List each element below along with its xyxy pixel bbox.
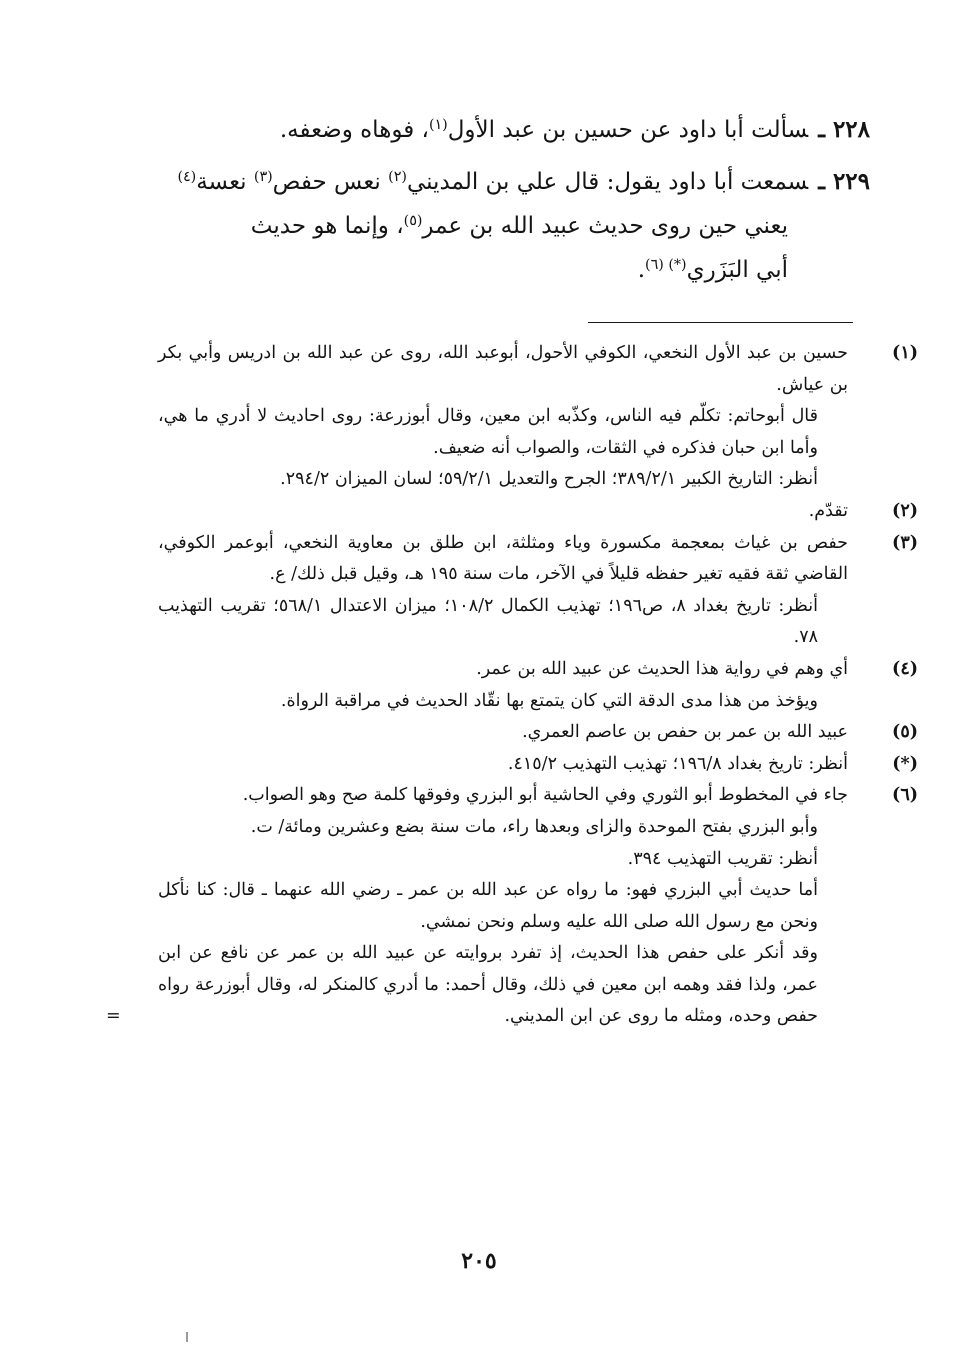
footnote-paragraph: قال أبوحاتم: تكلّم فيه الناس، وكذّبه ابن معين، وقال أبوزرعة: روى احاديث لا أدري ما هي، وأما ابن حبان فذكره في الثقات، والصواب أنه ضعيف. bbox=[158, 406, 818, 458]
footnote-paragraph: وقد أنكر على حفص هذا الحديث، إذ تفرد بروايته عن عبيد الله بن عمر عن نافع عن ابن عمر، ولذا فقد وهمه ابن معين في ذلك، وقال أحمد: ما أدري كالمنكر له، وقال أبوزرعة رواه حفص وحده، ومثله ما روى عن ابن المديني. bbox=[158, 943, 818, 1027]
footnote-1 bbox=[158, 338, 918, 496]
footnote-4 bbox=[158, 654, 918, 717]
footnote-mark: (١) bbox=[892, 343, 918, 363]
entry-text: سمعت أبا داود يقول: قال علي بن المديني bbox=[406, 169, 809, 195]
footnote-ref[interactable]: (٢) bbox=[388, 169, 407, 186]
footnote-paragraph: أنظر: تقريب التهذيب ٣٩٤. bbox=[627, 848, 818, 869]
page-number: ٢٠٥ bbox=[461, 1248, 497, 1274]
entry-text: نعسة bbox=[196, 169, 254, 195]
entry-number: ٢٢٨ ـ bbox=[818, 116, 870, 143]
footnote-paragraph: حفص بن غياث بمعجمة مكسورة وياء ومثلثة، ابن طلق بن معاوية النخعي، أبوعمر الكوفي، القاضي ثقة فقيه تغير حفظه قليلاً في الآخر، مات سنة ١٩٥ هـ، وقيل قبل ذلك/ ع. bbox=[158, 532, 848, 585]
footnote-5 bbox=[158, 717, 918, 749]
footnote-paragraph: جاء في المخطوط أبو الثوري وفي الحاشية أبو البزري وفوقها كلمة صح وهو الصواب. bbox=[242, 785, 848, 806]
entry-number: ٢٢٩ ـ bbox=[818, 168, 870, 195]
footnote-6 bbox=[106, 780, 918, 1033]
footnote-paragraph: أنظر: تاريخ بغداد ٨، ص١٩٦؛ تهذيب الكمال ١٠٨/٢؛ ميزان الاعتدال ٥٦٨/١؛ تقريب التهذيب ٧٨. bbox=[158, 595, 819, 648]
entry-text: ، وإنما هو حديث bbox=[250, 213, 404, 239]
footnote-paragraph: أما حديث أبي البزري فهو: ما رواه عن عبد الله بن عمر ـ رضي الله عنهما ـ قال: كنا نأكل ونحن مع رسول الله صلى الله عليه وسلم ونحن نمشي. bbox=[158, 880, 818, 932]
footnote-ref[interactable]: (*) (٦) bbox=[645, 257, 687, 274]
footnote-ref[interactable]: (٤) bbox=[177, 169, 197, 186]
footnote-mark: (*) bbox=[892, 753, 918, 774]
entry-text: سألت أبا داود عن حسين بن عبد الأول bbox=[447, 117, 809, 143]
footnote-paragraph: أنظر: تاريخ بغداد ١٩٦/٨؛ تهذيب التهذيب ٤١٥/٢. bbox=[507, 753, 848, 774]
continuation-mark: = bbox=[106, 1006, 121, 1027]
scan-speck bbox=[186, 1332, 188, 1342]
footnote-paragraph: أي وهم في رواية هذا الحديث عن عبيد الله بن عمر. bbox=[476, 658, 848, 679]
footnote-paragraph: تقدّم. bbox=[808, 500, 848, 521]
entry-text: . bbox=[637, 257, 646, 283]
footnote-paragraph: أنظر: التاريخ الكبير ٣٨٩/٢/١؛ الجرح والتعديل ٥٩/٢/١؛ لسان الميزان ٢٩٤/٢. bbox=[280, 469, 818, 490]
entry-text: نعس حفص bbox=[272, 169, 389, 195]
footnote-paragraph: وأبو البزري بفتح الموحدة والزاى وبعدها راء، مات سنة بضع وعشرين ومائة/ ت. bbox=[250, 816, 818, 837]
footnotes bbox=[106, 338, 918, 1033]
footnote-mark: (٤) bbox=[892, 658, 918, 679]
footnote-ref[interactable]: (٣) bbox=[253, 169, 273, 186]
entry-229-line-2 bbox=[170, 204, 870, 248]
entry-text: أبي البَزَري bbox=[686, 257, 788, 283]
footnote-2 bbox=[158, 496, 918, 528]
footnote-paragraph: ويؤخذ من هذا مدى الدقة التي كان يتمتع بها نقّاد الحديث في مراقبة الرواة. bbox=[280, 690, 818, 711]
footnote-paragraph: حسين بن عبد الأول النخعي، الكوفي الأحول، أبوعبد الله، روى عن عبد الله بن ادريس وأبي بكر بن عياش. bbox=[158, 343, 848, 395]
entry-229-line-1 bbox=[170, 160, 870, 204]
entry-text: يعني حين روى حديث عبيد الله بن عمر bbox=[422, 213, 788, 239]
footnote-mark: (٦) bbox=[892, 785, 918, 806]
entry-229-line-3 bbox=[170, 248, 870, 292]
footnote-mark: (٥) bbox=[892, 722, 918, 743]
footnote-star bbox=[158, 749, 918, 781]
footnote-3 bbox=[158, 528, 918, 654]
footnote-ref[interactable]: (١) bbox=[428, 117, 448, 134]
entry-229 bbox=[170, 160, 870, 292]
footnote-paragraph: عبيد الله بن عمر بن حفص بن عاصم العمري. bbox=[522, 722, 848, 743]
footnote-mark: (٢) bbox=[892, 500, 918, 521]
entry-228 bbox=[170, 108, 870, 152]
footnote-ref[interactable]: (٥) bbox=[403, 213, 423, 230]
footnote-divider bbox=[588, 322, 853, 323]
footnote-mark: (٣) bbox=[892, 532, 918, 553]
entry-text-end: ، فوهاه وضعفه. bbox=[279, 117, 429, 143]
